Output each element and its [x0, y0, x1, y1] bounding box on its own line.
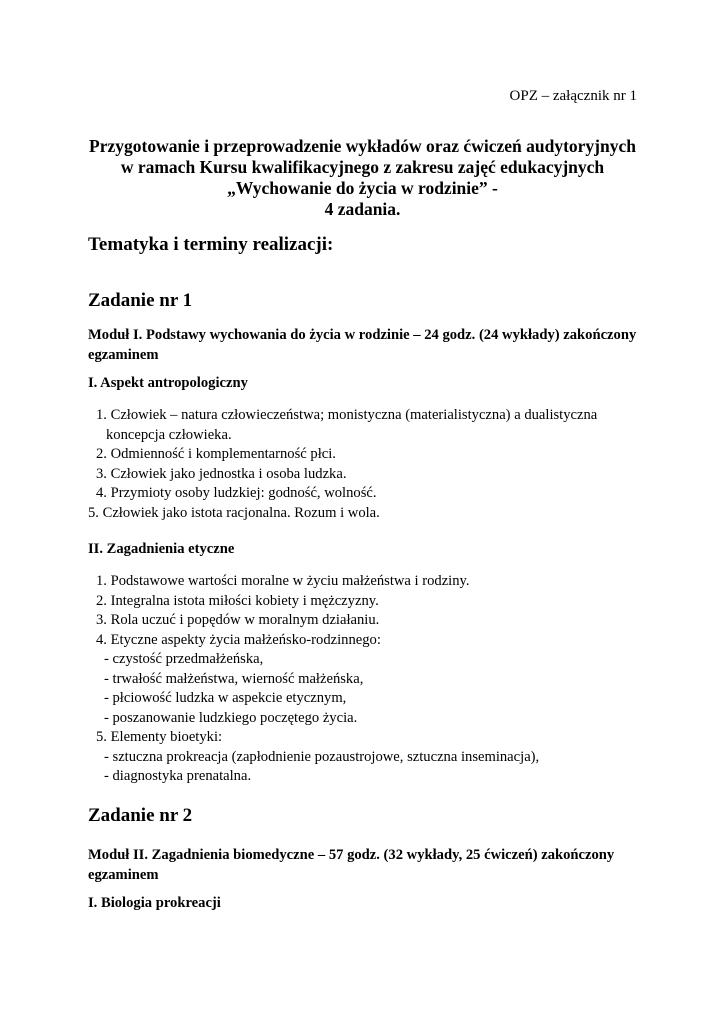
- list-item: 4. Etyczne aspekty życia małżeńsko-rodzinnego:: [96, 631, 381, 648]
- list-item: 1. Podstawowe wartości moralne w życiu małżeństwa i rodziny.: [96, 573, 470, 589]
- task-2-section-1-heading: I. Biologia prokreacji: [88, 895, 221, 911]
- task-1-section-2-heading: II. Zagadnienia etyczne: [88, 541, 235, 557]
- sub-list-item: - diagnostyka prenatalna.: [104, 768, 252, 784]
- list-item: 1. Człowiek – natura człowieczeństwa; monistyczna (materialistyczna) a dualistyczna: [96, 407, 598, 423]
- sub-list-item: - sztuczna prokreacja (zapłodnienie pozaustrojowe, sztuczna inseminacja),: [104, 748, 540, 765]
- list-item: 2. Odmienność i komplementarność płci.: [96, 446, 336, 462]
- task-1-section-2-list: [88, 572, 539, 787]
- task-2-module: Moduł II. Zagadnienia biomedyczne – 57 godz. (32 wykłady, 25 ćwiczeń) zakończony egzaminem: [88, 847, 615, 883]
- title-line: 4 zadania.: [324, 199, 401, 219]
- list-item: 4. Przymioty osoby ludzkiej: godność, wolność.: [96, 485, 377, 501]
- list-item: 5. Człowiek jako istota racjonalna. Rozum i wola.: [88, 504, 380, 521]
- sub-list-item: - płciowość ludzka w aspekcie etycznym,: [104, 690, 347, 706]
- task-1-section-1-list: [88, 406, 597, 523]
- title-line: Przygotowanie i przeprowadzenie wykładów oraz ćwiczeń audytoryjnych: [89, 136, 636, 156]
- task-2-heading: Zadanie nr 2: [88, 805, 193, 826]
- task-1-section-1-heading: I. Aspekt antropologiczny: [88, 375, 248, 391]
- sub-list-item: - poszanowanie ludzkiego poczętego życia.: [104, 709, 358, 726]
- attachment-note: OPZ – załącznik nr 1: [509, 88, 637, 104]
- task-1-module: Moduł I. Podstawy wychowania do życia w rodzinie – 24 godz. (24 wykłady) zakończony egzaminem: [88, 327, 637, 363]
- document-title: [60, 136, 665, 220]
- sub-list-item: - czystość przedmałżeńska,: [104, 651, 264, 667]
- section-heading-topics: Tematyka i terminy realizacji:: [88, 234, 334, 255]
- list-item: 5. Elementy bioetyki:: [96, 729, 223, 745]
- list-item: 3. Rola uczuć i popędów w moralnym działaniu.: [96, 612, 380, 628]
- list-item-continuation: koncepcja człowieka.: [106, 426, 232, 443]
- task-1-heading: Zadanie nr 1: [88, 290, 193, 311]
- title-line: „Wychowanie do życia w rodzinie” -: [227, 178, 498, 198]
- title-line: w ramach Kursu kwalifikacyjnego z zakresu zajęć edukacyjnych: [120, 157, 605, 177]
- list-item: 3. Człowiek jako jednostka i osoba ludzka.: [96, 465, 347, 482]
- list-item: 2. Integralna istota miłości kobiety i mężczyzny.: [96, 592, 379, 609]
- sub-list-item: - trwałość małżeństwa, wierność małżeńska,: [104, 670, 364, 687]
